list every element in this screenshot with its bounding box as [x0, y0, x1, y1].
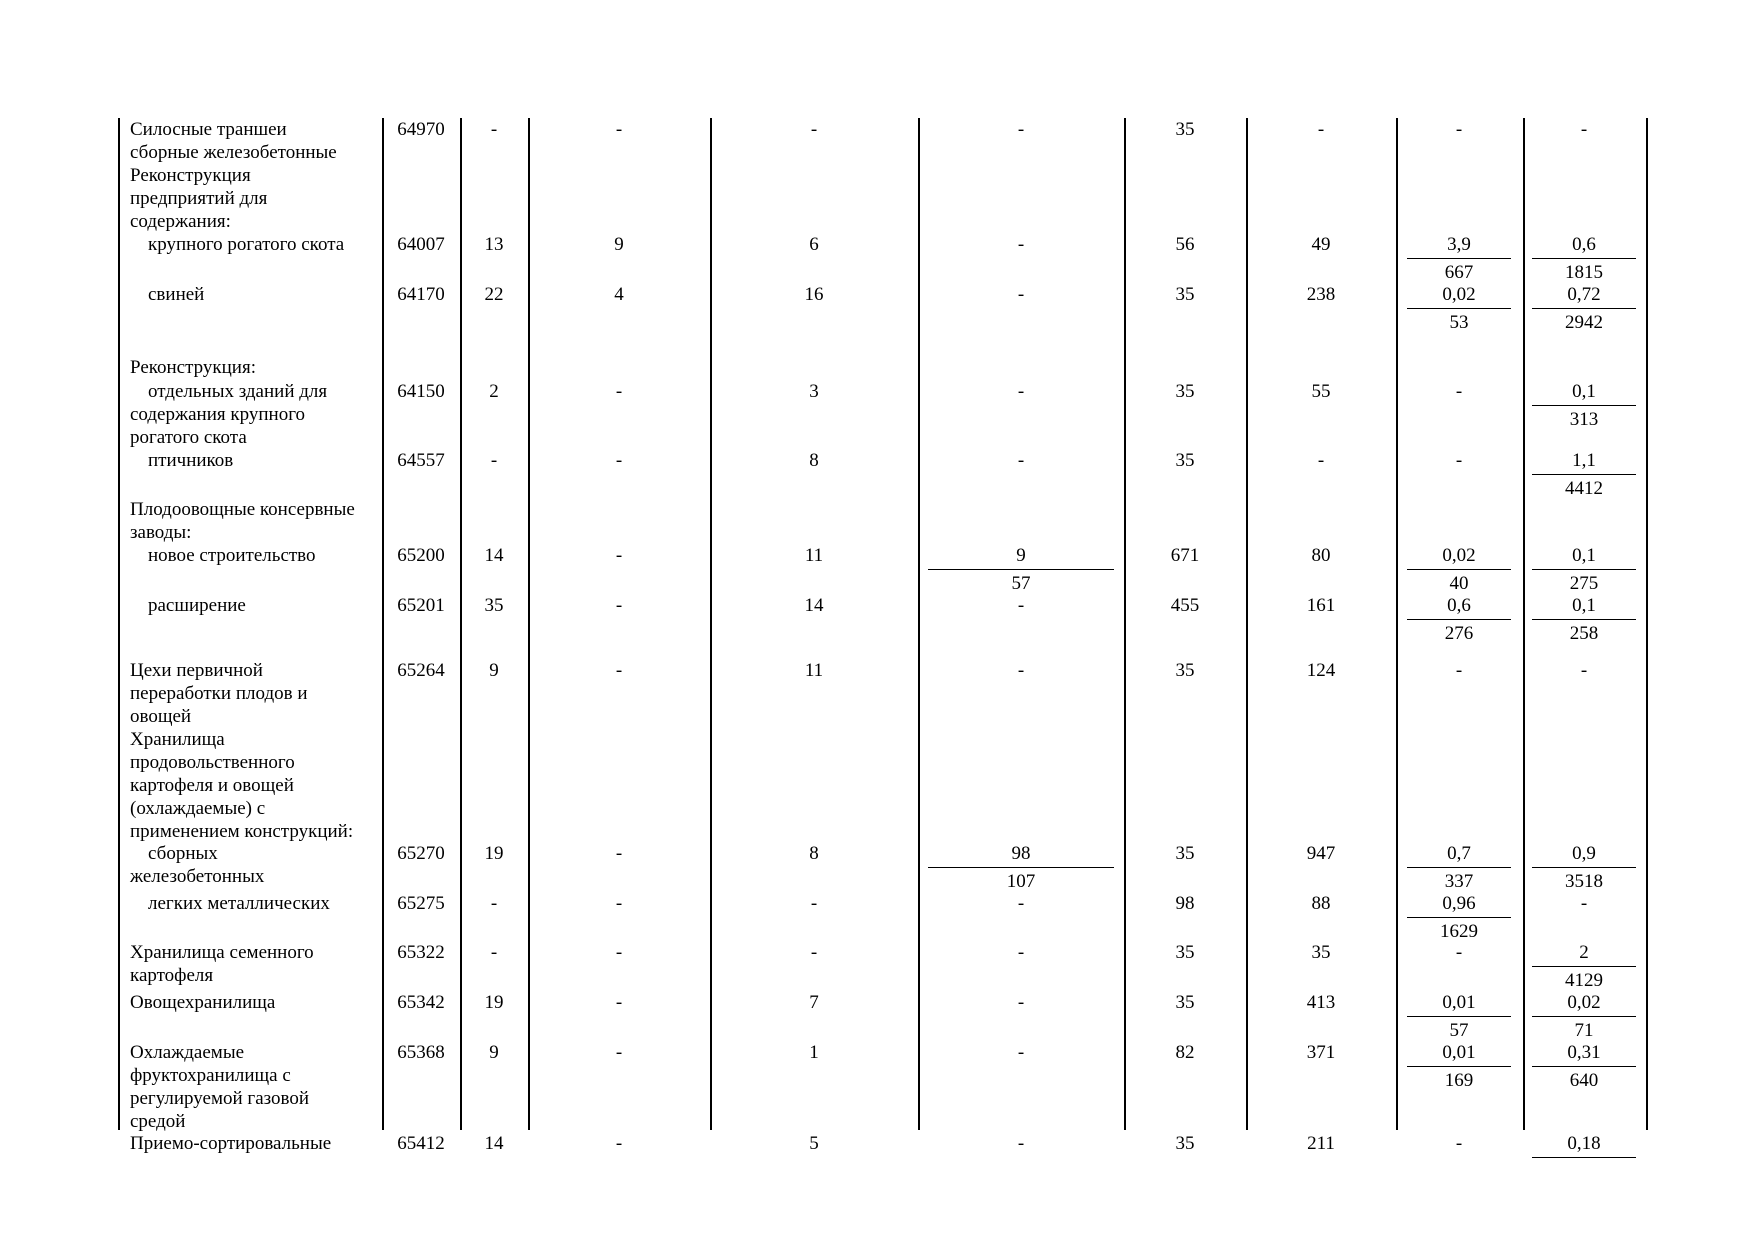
value-cell: -: [615, 893, 623, 914]
value-cell: 16: [804, 284, 824, 305]
value-cell: -: [1017, 660, 1025, 681]
fraction-numerator: 0,01: [1407, 991, 1511, 1017]
value-cell: -: [810, 893, 818, 914]
fraction-numerator: 0,1: [1532, 380, 1636, 406]
fraction-cell: [1407, 842, 1511, 893]
row-name-line: овощей: [130, 706, 192, 727]
value-cell: 19: [484, 992, 504, 1013]
value-cell: -: [810, 119, 818, 140]
row-name: [130, 498, 380, 544]
fraction-numerator: 9: [928, 544, 1114, 570]
column-border: [460, 118, 462, 1130]
value-cell: -: [1455, 942, 1463, 963]
row-name-line: Реконструкция: [130, 165, 251, 186]
column-border: [1523, 118, 1525, 1130]
value-cell: 947: [1306, 843, 1336, 864]
column-border: [1646, 118, 1648, 1130]
value-cell: 35: [484, 595, 504, 616]
fraction-cell: [1532, 380, 1636, 431]
column-border: [710, 118, 712, 1130]
fraction-numerator: 2: [1532, 941, 1636, 967]
fraction-cell: [1407, 544, 1511, 595]
value-cell: 9: [614, 234, 624, 255]
value-cell: 11: [804, 660, 824, 681]
fraction-denominator: 4129: [1565, 970, 1603, 991]
value-cell: -: [1317, 450, 1325, 471]
row-name-line: железобетонных: [130, 866, 265, 887]
value-cell: 35: [1175, 843, 1195, 864]
value-cell: -: [615, 450, 623, 471]
value-cell: 55: [1311, 381, 1331, 402]
row-name: [130, 991, 380, 1014]
row-name: [130, 544, 380, 567]
row-name-line: легких металлических: [148, 893, 330, 914]
row-name-line: содержания:: [130, 211, 231, 232]
value-cell: -: [1455, 1133, 1463, 1154]
value-cell: -: [810, 942, 818, 963]
value-cell: 35: [1175, 660, 1195, 681]
value-cell: 1: [809, 1042, 819, 1063]
value-cell: 2: [489, 381, 499, 402]
row-name-line: Хранилища семенного: [130, 942, 314, 963]
fraction-numerator: 0,7: [1407, 842, 1511, 868]
value-cell: 671: [1170, 545, 1200, 566]
value-cell: -: [615, 992, 623, 1013]
row-name-line: Плодоовощные консервные: [130, 499, 355, 520]
fraction-denominator: 1815: [1565, 262, 1603, 283]
fraction-cell: [1532, 449, 1636, 500]
fraction-numerator: 0,01: [1407, 1041, 1511, 1067]
value-cell: 371: [1306, 1042, 1336, 1063]
value-cell: 35: [1175, 381, 1195, 402]
fraction-denominator: 57: [1449, 1020, 1469, 1041]
fraction-cell: [928, 544, 1114, 595]
row-name: [130, 1132, 380, 1155]
row-name: [130, 1041, 380, 1133]
fraction-numerator: 0,72: [1532, 283, 1636, 309]
fraction-denominator: 667: [1444, 262, 1474, 283]
row-name: [130, 941, 380, 987]
fraction-denominator: 2942: [1565, 312, 1603, 333]
code-cell: 65322: [397, 942, 445, 963]
value-cell: 238: [1306, 284, 1336, 305]
fraction-denominator: 258: [1569, 623, 1599, 644]
code-cell: 64170: [397, 284, 445, 305]
row-name-line: новое строительство: [148, 545, 316, 566]
code-cell: 65200: [397, 545, 445, 566]
fraction-cell: [1532, 991, 1636, 1042]
code-cell: 65342: [397, 992, 445, 1013]
row-name: [130, 659, 380, 728]
value-cell: 82: [1175, 1042, 1195, 1063]
row-name-line: расширение: [148, 595, 246, 616]
value-cell: 3: [809, 381, 819, 402]
column-border: [118, 118, 120, 1130]
code-cell: 65368: [397, 1042, 445, 1063]
row-name: [130, 594, 380, 617]
row-name-line: сборные железобетонные: [130, 142, 337, 163]
column-border: [1396, 118, 1398, 1130]
value-cell: 22: [484, 284, 504, 305]
row-name-line: средой: [130, 1111, 186, 1132]
row-name: [130, 233, 380, 256]
value-cell: -: [615, 1133, 623, 1154]
value-cell: -: [615, 660, 623, 681]
value-cell: -: [1017, 284, 1025, 305]
value-cell: -: [615, 942, 623, 963]
value-cell: 9: [489, 660, 499, 681]
value-cell: 35: [1175, 1133, 1195, 1154]
fraction-denominator: 640: [1569, 1070, 1599, 1091]
row-name: [130, 892, 380, 915]
row-name-line: содержания крупного: [130, 404, 306, 425]
fraction-numerator: 1,1: [1532, 449, 1636, 475]
fraction-numerator: 0,1: [1532, 544, 1636, 570]
row-name: [130, 283, 380, 306]
fraction-cell: [1532, 1041, 1636, 1092]
value-cell: 14: [484, 545, 504, 566]
row-name-line: сборных: [148, 843, 218, 864]
row-name-line: картофеля: [130, 965, 214, 986]
code-cell: 64007: [397, 234, 445, 255]
fraction-cell: [1407, 283, 1511, 334]
row-name-line: заводы:: [130, 522, 192, 543]
row-name-line: Охлаждаемые: [130, 1042, 245, 1063]
fraction-denominator: 57: [1011, 573, 1031, 594]
value-cell: -: [1017, 450, 1025, 471]
fraction-cell: [1532, 842, 1636, 893]
fraction-numerator: 0,02: [1407, 544, 1511, 570]
value-cell: 19: [484, 843, 504, 864]
fraction-denominator: 276: [1444, 623, 1474, 644]
row-name: [130, 449, 380, 472]
row-name-line: регулируемой газовой: [130, 1088, 310, 1109]
fraction-numerator: 0,96: [1407, 892, 1511, 918]
fraction-cell: [1532, 941, 1636, 992]
column-border: [382, 118, 384, 1130]
row-name-line: отдельных зданий для: [148, 381, 328, 402]
row-name-line: рогатого скота: [130, 427, 247, 448]
value-cell: 7: [809, 992, 819, 1013]
value-cell: 161: [1306, 595, 1336, 616]
value-cell: -: [1017, 119, 1025, 140]
value-cell: 56: [1175, 234, 1195, 255]
value-cell: 88: [1311, 893, 1331, 914]
row-name-line: птичников: [148, 450, 234, 471]
fraction-denominator: 1629: [1440, 921, 1478, 942]
row-name: [130, 118, 380, 164]
value-cell: -: [1017, 595, 1025, 616]
row-name: [130, 728, 380, 843]
value-cell: -: [1455, 381, 1463, 402]
fraction-cell: [1407, 991, 1511, 1042]
fraction-numerator: 0,1: [1532, 594, 1636, 620]
code-cell: 64150: [397, 381, 445, 402]
fraction-denominator: 4412: [1565, 478, 1603, 499]
value-cell: -: [490, 893, 498, 914]
value-cell: -: [490, 942, 498, 963]
fraction-denominator: 107: [1006, 871, 1036, 892]
row-name: [130, 356, 380, 379]
fraction-cell: [1532, 594, 1636, 645]
value-cell: -: [615, 1042, 623, 1063]
value-cell: -: [1017, 1133, 1025, 1154]
fraction-denominator: 337: [1444, 871, 1474, 892]
code-cell: 64970: [397, 119, 445, 140]
value-cell: -: [490, 119, 498, 140]
value-cell: -: [1017, 992, 1025, 1013]
fraction-denominator: 3518: [1565, 871, 1603, 892]
column-border: [1246, 118, 1248, 1130]
row-name-line: Овощехранилища: [130, 992, 276, 1013]
fraction-denominator: 40: [1449, 573, 1469, 594]
value-cell: 35: [1175, 942, 1195, 963]
value-cell: 9: [489, 1042, 499, 1063]
value-cell: 455: [1170, 595, 1200, 616]
fraction-denominator: 313: [1569, 409, 1599, 430]
value-cell: 8: [809, 450, 819, 471]
fraction-numerator: 0,31: [1532, 1041, 1636, 1067]
fraction-cell: [1407, 1041, 1511, 1092]
fraction-denominator: 169: [1444, 1070, 1474, 1091]
row-name-line: Цехи первичной: [130, 660, 263, 681]
fraction-cell: [1532, 544, 1636, 595]
fraction-denominator: 71: [1574, 1020, 1594, 1041]
value-cell: -: [1017, 234, 1025, 255]
fraction-cell: [1407, 892, 1511, 943]
fraction-numerator: 0,6: [1407, 594, 1511, 620]
fraction-cell: [1532, 1132, 1636, 1160]
row-name-line: фруктохранилища с: [130, 1065, 291, 1086]
row-name: [130, 380, 380, 449]
row-name-line: Хранилища: [130, 729, 225, 750]
value-cell: -: [1317, 119, 1325, 140]
value-cell: 14: [484, 1133, 504, 1154]
row-name-line: Силосные траншеи: [130, 119, 287, 140]
value-cell: 35: [1175, 992, 1195, 1013]
fraction-cell: [1532, 283, 1636, 334]
row-name-line: переработки плодов и: [130, 683, 308, 704]
value-cell: -: [1017, 893, 1025, 914]
value-cell: -: [615, 381, 623, 402]
value-cell: -: [1580, 660, 1588, 681]
column-border: [918, 118, 920, 1130]
value-cell: -: [1580, 119, 1588, 140]
row-name-line: крупного рогатого скота: [148, 234, 345, 255]
row-name-line: применением конструкций:: [130, 821, 354, 842]
code-cell: 65201: [397, 595, 445, 616]
value-cell: -: [1017, 381, 1025, 402]
fraction-cell: [928, 842, 1114, 893]
row-name-line: предприятий для: [130, 188, 268, 209]
row-name-line: продовольственного: [130, 752, 295, 773]
value-cell: 35: [1175, 284, 1195, 305]
fraction-denominator: [1532, 1158, 1636, 1160]
value-cell: -: [1455, 660, 1463, 681]
fraction-denominator: 53: [1449, 312, 1469, 333]
code-cell: 65264: [397, 660, 445, 681]
value-cell: -: [1455, 450, 1463, 471]
fraction-numerator: 0,6: [1532, 233, 1636, 259]
fraction-numerator: 3,9: [1407, 233, 1511, 259]
value-cell: 35: [1175, 450, 1195, 471]
value-cell: -: [615, 843, 623, 864]
data-table: [118, 118, 1648, 1154]
value-cell: 35: [1311, 942, 1331, 963]
value-cell: -: [615, 545, 623, 566]
value-cell: -: [1580, 893, 1588, 914]
column-border: [1124, 118, 1126, 1130]
code-cell: 65412: [397, 1133, 445, 1154]
fraction-numerator: 0,02: [1532, 991, 1636, 1017]
row-name-line: (охлаждаемые) с: [130, 798, 266, 819]
value-cell: 413: [1306, 992, 1336, 1013]
row-name-line: картофеля и овощей: [130, 775, 294, 796]
row-name: [130, 842, 380, 888]
value-cell: 80: [1311, 545, 1331, 566]
code-cell: 65275: [397, 893, 445, 914]
row-name: [130, 164, 380, 233]
fraction-cell: [1532, 233, 1636, 284]
value-cell: 11: [804, 545, 824, 566]
value-cell: 35: [1175, 119, 1195, 140]
value-cell: 4: [614, 284, 624, 305]
value-cell: 98: [1175, 893, 1195, 914]
fraction-numerator: 98: [928, 842, 1114, 868]
fraction-numerator: 0,9: [1532, 842, 1636, 868]
code-cell: 65270: [397, 843, 445, 864]
value-cell: 6: [809, 234, 819, 255]
value-cell: -: [1017, 942, 1025, 963]
value-cell: -: [615, 595, 623, 616]
value-cell: 5: [809, 1133, 819, 1154]
value-cell: 211: [1307, 1133, 1335, 1154]
row-name-line: Приемо-сортировальные: [130, 1133, 332, 1154]
code-cell: 64557: [397, 450, 445, 471]
row-name-line: свиней: [148, 284, 205, 305]
fraction-cell: [1407, 594, 1511, 645]
value-cell: 13: [484, 234, 504, 255]
column-border: [528, 118, 530, 1130]
value-cell: -: [1017, 1042, 1025, 1063]
fraction-numerator: 0,02: [1407, 283, 1511, 309]
fraction-denominator: 275: [1569, 573, 1599, 594]
value-cell: -: [490, 450, 498, 471]
value-cell: 124: [1306, 660, 1336, 681]
row-name-line: Реконструкция:: [130, 357, 256, 378]
fraction-numerator: 0,18: [1532, 1132, 1636, 1158]
fraction-cell: [1407, 233, 1511, 284]
value-cell: -: [615, 119, 623, 140]
value-cell: 14: [804, 595, 824, 616]
value-cell: -: [1455, 119, 1463, 140]
value-cell: 8: [809, 843, 819, 864]
value-cell: 49: [1311, 234, 1331, 255]
